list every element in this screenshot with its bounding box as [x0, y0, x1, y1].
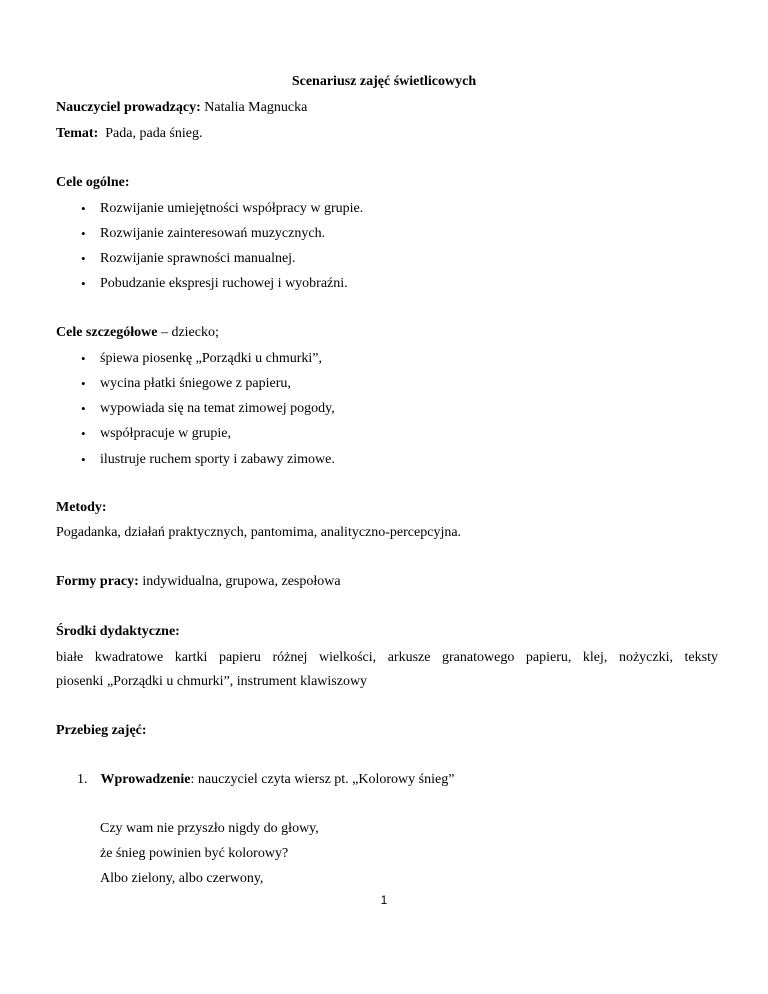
materials-heading: Środki dydaktyczne:	[56, 624, 180, 639]
topic-line	[56, 126, 202, 142]
bullet-icon: •	[81, 401, 86, 416]
topic-value: Pada, pada śnieg.	[105, 126, 203, 141]
page-title: Scenariusz zajęć świetlicowych	[291, 74, 477, 89]
bullet-icon: •	[81, 351, 86, 366]
document-page: Scenariusz zajęć świetlicowych Nauczyciel prowadzący: Natalia Magnucka Temat: Pada, pada śnieg. Cele ogólne: • Rozwijanie umiejętności współpracy w grupie. • Rozwijanie zainteresowań muzycznych. • Rozwijanie sprawności manualnej. • Pobudzanie ekspresji ruchowej i wyobraźni. Cele szczegółowe – dziecko; • śpiewa piosenkę „Porządki u chmurki”, • wycina płatki śniegowe z papieru, • wypowiada się na temat zimowej pogody, • współpracuje w grupie, • ilustruje ruchem sporty i zabawy zimowe. Metody: Pogadanka, działań praktycznych, pantomima, analityczno-percepcyjna. Formy pracy: indywidualna, grupowa, zespołowa Środki dydaktyczne: białe kwadratowe kartki papieru różnej wielkości, arkusze granatowego papieru, klej, nożyczki, teksty piosenki „Porządki u chmurki”, instrument klawiszowy Przebieg zajęć: 1. Wprowadzenie: nauczyciel czyta wiersz pt. „Kolorowy śnieg” Czy wam nie przyszło nigdy do głowy, że śnieg powinien być kolorowy? Albo zielony, albo czerwony, 1	[0, 0, 768, 994]
general-goals-heading: Cele ogólne:	[56, 175, 130, 190]
teacher-name: Natalia Magnucka	[204, 100, 308, 115]
step-text: : nauczyciel czyta wiersz pt. „Kolorowy śnieg”	[190, 772, 455, 787]
bullet-icon: •	[81, 426, 86, 441]
bullet-icon: •	[81, 226, 86, 241]
poem-line: Albo zielony, albo czerwony,	[100, 871, 264, 886]
forms-value: indywidualna, grupowa, zespołowa	[142, 574, 341, 589]
bullet-icon: •	[81, 376, 86, 391]
page-number: 1	[380, 893, 388, 907]
bullet-icon: •	[81, 452, 86, 467]
step-label: Wprowadzenie	[100, 772, 191, 787]
forms-line	[56, 574, 341, 590]
step-number: 1.	[77, 772, 88, 787]
specific-goals-heading: Cele szczegółowe – dziecko;	[56, 325, 219, 340]
poem-line: Czy wam nie przyszło nigdy do głowy,	[100, 821, 319, 836]
materials-line-2: piosenki „Porządki u chmurki”, instrument klawiszowy	[56, 674, 368, 689]
teacher-label: Nauczyciel prowadzący:	[56, 100, 201, 115]
forms-label: Formy pracy:	[56, 574, 139, 589]
topic-label: Temat:	[56, 126, 99, 141]
materials-line-1: białe kwadratowe kartki papieru różnej wielkości, arkusze granatowego papieru, klej, nożyczki, teksty	[56, 650, 718, 665]
teacher-line	[56, 100, 307, 116]
bullet-icon: •	[81, 251, 86, 266]
poem-line: że śnieg powinien być kolorowy?	[100, 846, 289, 861]
course-step-1	[77, 772, 454, 788]
course-heading: Przebieg zajęć:	[56, 723, 147, 738]
bullet-icon: •	[81, 276, 86, 291]
methods-text: Pogadanka, działań praktycznych, pantomima, analityczno-percepcyjna.	[56, 525, 462, 540]
methods-heading: Metody:	[56, 500, 107, 515]
bullet-icon: •	[81, 201, 86, 216]
